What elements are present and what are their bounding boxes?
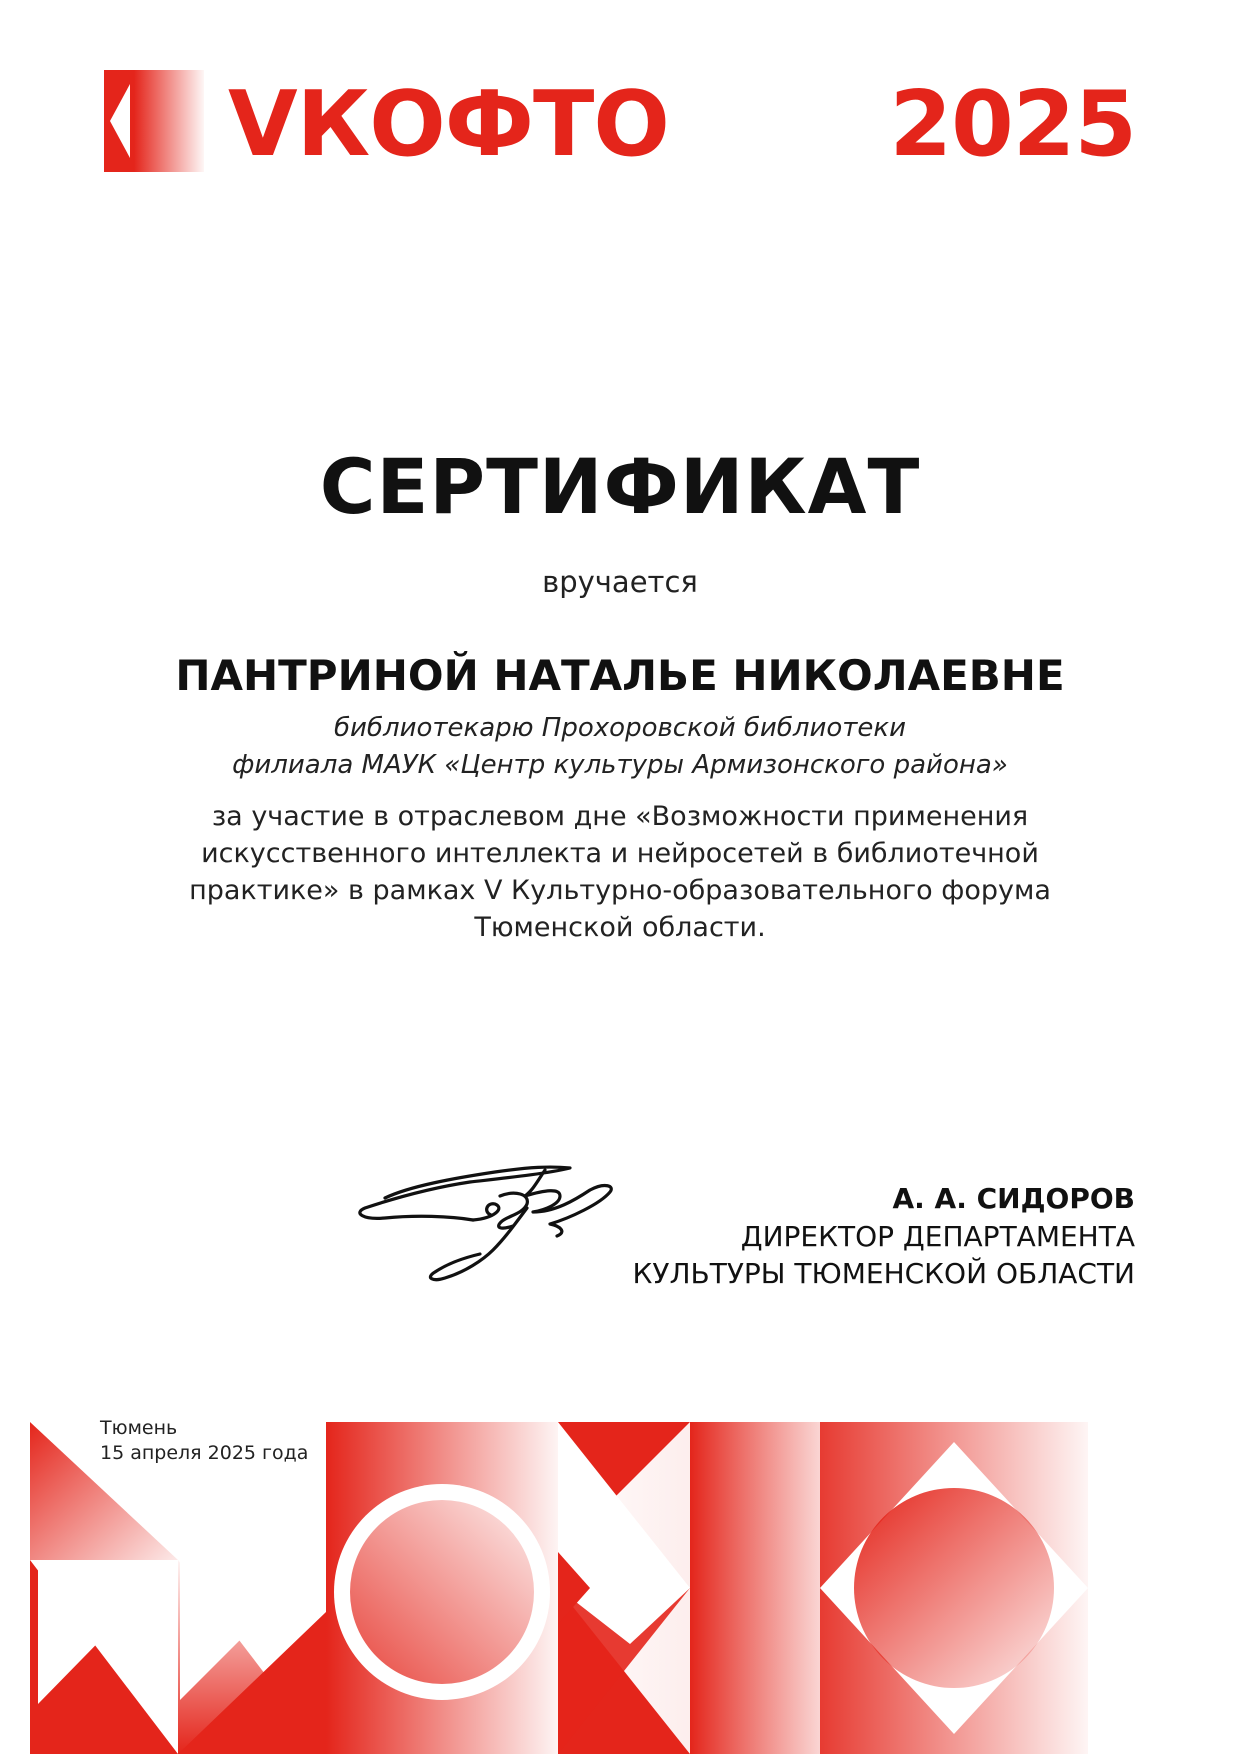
reason-line: за участие в отраслевом дне «Возможности применения <box>211 801 1029 832</box>
award-reason <box>0 798 1240 946</box>
reason-line: практике» в рамках V Культурно-образовательного форума <box>189 875 1051 906</box>
event-year: 2025 <box>889 72 1136 177</box>
reason-line: Тюменской области. <box>474 912 766 943</box>
reason-line: искусственного интеллекта и нейросетей в библиотечной <box>201 838 1039 869</box>
signer-block <box>633 1180 1135 1292</box>
signer-name: А. А. СИДОРОВ <box>892 1182 1135 1215</box>
issue-place-date <box>100 1416 308 1466</box>
issue-city: Тюмень <box>100 1417 178 1439</box>
issue-date: 15 апреля 2025 года <box>100 1442 309 1464</box>
recipient-name: ПАНТРИНОЙ НАТАЛЬЕ НИКОЛАЕВНЕ <box>175 651 1065 700</box>
certificate-title: СЕРТИФИКАТ <box>319 442 921 531</box>
position-line: филиала МАУК «Центр культуры Армизонского района» <box>232 750 1008 780</box>
signer-role-line: КУЛЬТУРЫ ТЮМЕНСКОЙ ОБЛАСТИ <box>632 1257 1135 1290</box>
awarded-text: вручается <box>542 565 698 599</box>
forum-logo-icon <box>104 70 204 172</box>
brand-name: VКОФТО <box>228 72 669 177</box>
signer-role-line: ДИРЕКТОР ДЕПАРТАМЕНТА <box>740 1220 1135 1253</box>
handwritten-signature <box>355 1160 645 1290</box>
recipient-position <box>0 710 1240 784</box>
position-line: библиотекарю Прохоровской библиотеки <box>333 713 906 743</box>
